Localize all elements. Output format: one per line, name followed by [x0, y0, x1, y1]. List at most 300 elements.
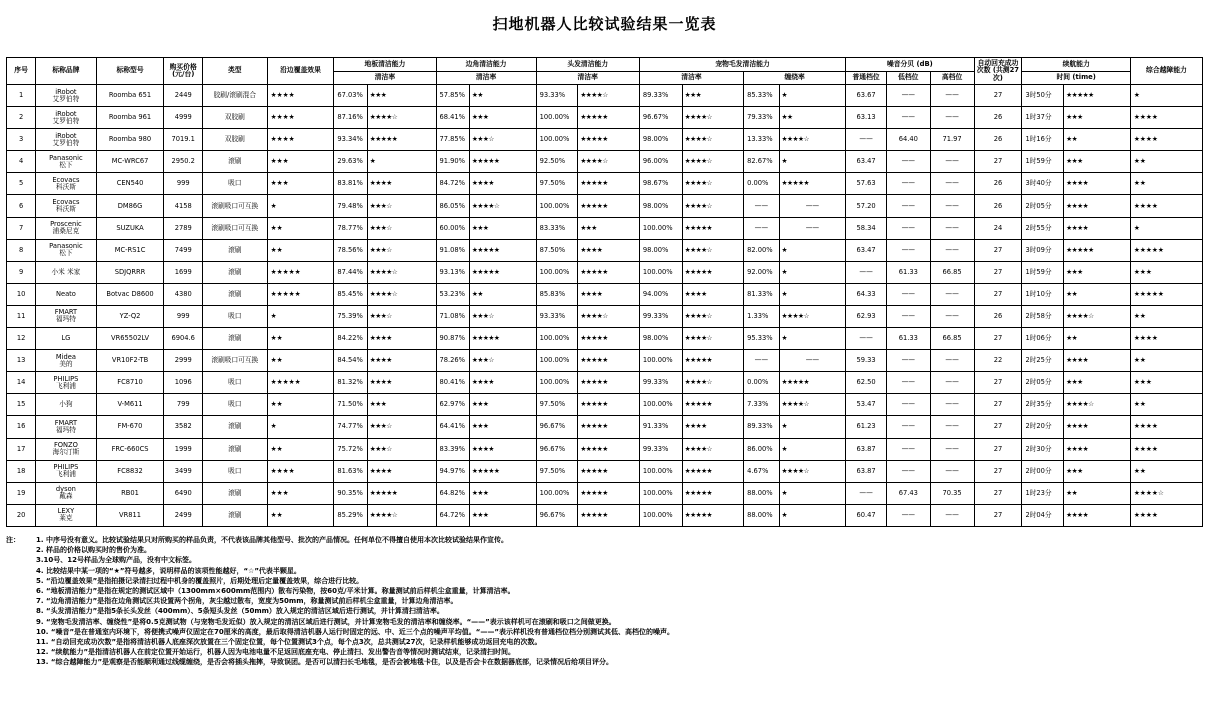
cell-corner-star: ★★★★★ [469, 151, 536, 173]
cell-low: —— [886, 350, 930, 372]
cell-edge: ★★ [267, 217, 334, 239]
cell-time-star: ★★★★ [1064, 350, 1131, 372]
cell-time: 1时23分 [1022, 482, 1064, 504]
header-price: 购买价格 (元/台) [164, 58, 203, 85]
cell-floor-star: ★★★★ [367, 173, 436, 195]
cell-model: MC-WRC67 [96, 151, 164, 173]
cell-time-star: ★★★★★ [1064, 239, 1131, 261]
cell-hair-rate: 97.50% [536, 460, 578, 482]
cell-model: CEN540 [96, 173, 164, 195]
cell-low: —— [886, 107, 930, 129]
cell-obstacle: ★ [1130, 217, 1202, 239]
cell-edge: ★★★★ [267, 107, 334, 129]
cell-edge: ★★★ [267, 173, 334, 195]
cell-hair-star: ★★★★★ [578, 482, 640, 504]
cell-corner-rate: 64.82% [436, 482, 469, 504]
table-row [7, 482, 1203, 504]
cell-recharge: 27 [974, 438, 1022, 460]
cell-time-star: ★★ [1064, 129, 1131, 151]
cell-type: 滚刷 [203, 283, 268, 305]
cell-tangle-star: ★ [779, 504, 846, 526]
table-row [7, 261, 1203, 283]
cell-corner-rate: 64.41% [436, 416, 469, 438]
cell-normal: 63.47 [846, 151, 887, 173]
cell-tangle-rate: 0.00% [744, 372, 779, 394]
note-item: 5. “沿边覆盖效果”是指拍摄记录清扫过程中机身的覆盖照片，后期处理后定量覆盖效果，综合进行比较。 [36, 576, 364, 585]
cell-brand: FONZO 海尔汀斯 [36, 438, 96, 460]
cell-tangle-rate: 0.00% [744, 173, 779, 195]
cell-edge: ★ [267, 195, 334, 217]
cell-price: 3582 [164, 416, 203, 438]
cell-time-star: ★★★★ [1064, 173, 1131, 195]
cell-brand: iRobot 艾罗伯特 [36, 107, 96, 129]
cell-hair-star: ★★★★★ [578, 195, 640, 217]
cell-price: 999 [164, 305, 203, 327]
cell-normal: —— [846, 482, 887, 504]
cell-obstacle: ★★★★ [1130, 107, 1202, 129]
cell-floor-star: ★★★★☆ [367, 283, 436, 305]
cell-corner-star: ★★★★ [469, 372, 536, 394]
cell-model: Roomba 980 [96, 129, 164, 151]
cell-tangle-star: ★ [779, 239, 846, 261]
cell-time: 2时35分 [1022, 394, 1064, 416]
table-row [7, 305, 1203, 327]
cell-high: —— [930, 305, 974, 327]
cell-recharge: 27 [974, 394, 1022, 416]
cell-edge: ★★ [267, 394, 334, 416]
cell-time-star: ★★★★☆ [1064, 394, 1131, 416]
cell-price: 6490 [164, 482, 203, 504]
cell-tangle-rate: 85.33% [744, 85, 779, 107]
cell-model: SUZUKA [96, 217, 164, 239]
cell-type: 滚刷吸口可互换 [203, 217, 268, 239]
cell-low: 64.40 [886, 129, 930, 151]
header-endurance: 续航能力 [1022, 58, 1130, 72]
cell-price: 6904.6 [164, 328, 203, 350]
cell-time: 2时20分 [1022, 416, 1064, 438]
cell-floor-rate: 81.63% [334, 460, 367, 482]
cell-edge: ★★★★★ [267, 372, 334, 394]
cell-time: 2时00分 [1022, 460, 1064, 482]
cell-brand: Proscenic 浦桑尼克 [36, 217, 96, 239]
note-item: 7. “边角清洁能力”是指在边角测试区共设置两个拐角，灰尘越过散布，宽度为50mm，称量测试前后样机尘盒重量，计算边角清洁率。 [36, 597, 458, 606]
cell-time-star: ★★ [1064, 482, 1131, 504]
cell-corner-star: ★★★☆ [469, 129, 536, 151]
cell-model: RB01 [96, 482, 164, 504]
cell-obstacle: ★★ [1130, 460, 1202, 482]
cell-obstacle: ★★ [1130, 305, 1202, 327]
cell-hair-rate: 93.33% [536, 85, 578, 107]
cell-time-star: ★★★★ [1064, 195, 1131, 217]
cell-floor-star: ★★★★☆ [367, 504, 436, 526]
cell-no: 5 [7, 173, 36, 195]
cell-pet-star: ★★★★ [682, 416, 744, 438]
subheader-floor-rate: 清洁率 [334, 72, 436, 85]
results-table [6, 57, 1203, 527]
cell-tangle-star: ★ [779, 283, 846, 305]
note-item: 3.10号、12号样品为全球购产品，没有中文标签。 [36, 556, 197, 565]
cell-tangle-rate: 88.00% [744, 482, 779, 504]
cell-pet-rate: 100.00% [639, 394, 682, 416]
cell-obstacle: ★★★★★ [1130, 283, 1202, 305]
cell-recharge: 27 [974, 328, 1022, 350]
cell-type: 吸口 [203, 460, 268, 482]
cell-brand: PHILIPS 飞利浦 [36, 460, 96, 482]
cell-pet-rate: 89.33% [639, 85, 682, 107]
cell-high: —— [930, 107, 974, 129]
cell-corner-rate: 68.41% [436, 107, 469, 129]
cell-pet-rate: 100.00% [639, 217, 682, 239]
header-pet: 宠物毛发清洁能力 [639, 58, 845, 72]
cell-tangle-rate: —— [744, 350, 779, 372]
cell-high: —— [930, 438, 974, 460]
cell-normal: —— [846, 261, 887, 283]
cell-corner-rate: 57.85% [436, 85, 469, 107]
cell-type: 双胶刷 [203, 129, 268, 151]
cell-recharge: 27 [974, 416, 1022, 438]
cell-tangle-star: ★ [779, 438, 846, 460]
table-row [7, 129, 1203, 151]
cell-no: 6 [7, 195, 36, 217]
cell-floor-rate: 85.45% [334, 283, 367, 305]
cell-hair-rate: 100.00% [536, 372, 578, 394]
note-item: 1. 中序号没有意义。比较试验结果只对所购买的样品负责，不代表该品牌其他型号、批次的产品情况。任何单位不得擅自使用本次比较试验结果作宣传。 [36, 536, 508, 544]
cell-time-star: ★★★★ [1064, 504, 1131, 526]
cell-recharge: 27 [974, 151, 1022, 173]
cell-low: —— [886, 195, 930, 217]
cell-high: —— [930, 195, 974, 217]
cell-model: Botvac D8600 [96, 283, 164, 305]
cell-pet-star: ★★★★☆ [682, 239, 744, 261]
cell-price: 1999 [164, 438, 203, 460]
cell-price: 999 [164, 173, 203, 195]
cell-edge: ★★★★ [267, 129, 334, 151]
cell-floor-star: ★★★ [367, 394, 436, 416]
cell-brand: FMART 福玛特 [36, 305, 96, 327]
cell-hair-star: ★★★★ [578, 283, 640, 305]
cell-time: 2时55分 [1022, 217, 1064, 239]
cell-tangle-rate: 88.00% [744, 504, 779, 526]
cell-time: 2时04分 [1022, 504, 1064, 526]
cell-hair-rate: 96.67% [536, 504, 578, 526]
cell-time: 1时10分 [1022, 283, 1064, 305]
cell-no: 13 [7, 350, 36, 372]
cell-brand: Ecovacs 科沃斯 [36, 173, 96, 195]
cell-tangle-star: ★★★★☆ [779, 129, 846, 151]
cell-high: 66.85 [930, 261, 974, 283]
cell-low: —— [886, 460, 930, 482]
cell-tangle-rate: 82.67% [744, 151, 779, 173]
note-item: 8. “头发清洁能力”是指5条长头发丝（400mm）、5条短头发丝（50mm）放入规定的清洁区域后进行测试，并计算清扫清洁率。 [36, 607, 444, 616]
cell-floor-rate: 93.34% [334, 129, 367, 151]
table-row [7, 504, 1203, 526]
cell-model: VR10F2-TB [96, 350, 164, 372]
cell-low: —— [886, 305, 930, 327]
cell-model: FC8832 [96, 460, 164, 482]
cell-floor-rate: 84.22% [334, 328, 367, 350]
cell-pet-rate: 98.00% [639, 195, 682, 217]
cell-floor-rate: 87.16% [334, 107, 367, 129]
cell-time: 2时05分 [1022, 372, 1064, 394]
cell-pet-rate: 100.00% [639, 261, 682, 283]
header-noise: 噪音分贝 (dB) [846, 58, 974, 72]
cell-time-star: ★★★★ [1064, 438, 1131, 460]
cell-corner-rate: 77.85% [436, 129, 469, 151]
cell-hair-rate: 100.00% [536, 261, 578, 283]
cell-obstacle: ★★★★ [1130, 195, 1202, 217]
cell-price: 4999 [164, 107, 203, 129]
cell-pet-rate: 98.00% [639, 239, 682, 261]
cell-floor-rate: 84.54% [334, 350, 367, 372]
cell-floor-rate: 78.56% [334, 239, 367, 261]
page-title: 扫地机器人比较试验结果一览表 [492, 15, 717, 33]
cell-floor-rate: 83.81% [334, 173, 367, 195]
cell-edge: ★★★ [267, 482, 334, 504]
cell-pet-star: ★★★★☆ [682, 438, 744, 460]
cell-pet-rate: 96.00% [639, 151, 682, 173]
cell-brand: LEXY 莱克 [36, 504, 96, 526]
cell-low: 61.33 [886, 261, 930, 283]
cell-obstacle: ★★★★ [1130, 438, 1202, 460]
cell-edge: ★★ [267, 328, 334, 350]
note-item: 2. 样品的价格以购买时的售价为准。 [36, 546, 151, 555]
cell-corner-star: ★★★★ [469, 438, 536, 460]
cell-floor-rate: 75.72% [334, 438, 367, 460]
cell-no: 17 [7, 438, 36, 460]
cell-tangle-star: ★★★★☆ [779, 305, 846, 327]
subheader-hair-rate: 清洁率 [536, 72, 639, 85]
cell-normal: 63.13 [846, 107, 887, 129]
cell-no: 10 [7, 283, 36, 305]
cell-tangle-star: ★ [779, 416, 846, 438]
cell-obstacle: ★★★★ [1130, 504, 1202, 526]
cell-time-star: ★★★ [1064, 460, 1131, 482]
cell-no: 11 [7, 305, 36, 327]
cell-hair-star: ★★★★★ [578, 504, 640, 526]
cell-floor-star: ★★★ [367, 85, 436, 107]
cell-type: 滚刷 [203, 416, 268, 438]
cell-floor-star: ★★★☆ [367, 438, 436, 460]
cell-high: —— [930, 217, 974, 239]
cell-hair-star: ★★★★★ [578, 416, 640, 438]
cell-corner-rate: 64.72% [436, 504, 469, 526]
cell-floor-star: ★★★★★ [367, 482, 436, 504]
cell-hair-star: ★★★★★ [578, 173, 640, 195]
cell-recharge: 27 [974, 261, 1022, 283]
cell-type: 滚刷 [203, 151, 268, 173]
cell-model: V-M611 [96, 394, 164, 416]
cell-floor-rate: 67.03% [334, 85, 367, 107]
cell-obstacle: ★★ [1130, 394, 1202, 416]
cell-price: 2999 [164, 350, 203, 372]
cell-tangle-rate: 95.33% [744, 328, 779, 350]
cell-brand: Ecovacs 科沃斯 [36, 195, 96, 217]
cell-pet-star: ★★★★★ [682, 482, 744, 504]
cell-pet-rate: 100.00% [639, 504, 682, 526]
cell-corner-rate: 78.26% [436, 350, 469, 372]
cell-edge: ★★★★ [267, 85, 334, 107]
cell-high: —— [930, 350, 974, 372]
cell-price: 799 [164, 394, 203, 416]
cell-low: —— [886, 217, 930, 239]
cell-recharge: 26 [974, 173, 1022, 195]
cell-tangle-star: ★★ [779, 107, 846, 129]
cell-low: —— [886, 416, 930, 438]
cell-pet-rate: 94.00% [639, 283, 682, 305]
note-item: 9. “宠物毛发清洁率、缠绕性”是将0.5克测试物（与宠物毛发近似）放入规定的清洁区域后进行测试，并计算宠物毛发的清洁率和缠绕率。“——”表示该样机可在滚刷和吸口之间做更换。 [36, 617, 616, 626]
cell-no: 14 [7, 372, 36, 394]
cell-recharge: 27 [974, 460, 1022, 482]
cell-low: 61.33 [886, 328, 930, 350]
cell-low: —— [886, 504, 930, 526]
cell-corner-star: ★★★☆ [469, 350, 536, 372]
cell-pet-rate: 96.67% [639, 107, 682, 129]
cell-no: 2 [7, 107, 36, 129]
cell-no: 7 [7, 217, 36, 239]
cell-tangle-rate: 81.33% [744, 283, 779, 305]
cell-price: 2789 [164, 217, 203, 239]
note-item: 12. “续航能力”是指清洁机器人在前定位置开始运行，机器人因为电池电量不足返回底座充电、停止清扫、发出警告音等情况时测试结束，记录清扫时间。 [36, 648, 516, 657]
cell-tangle-star: ★★★★★ [779, 173, 846, 195]
cell-type: 胶刷/滚刷混合 [203, 85, 268, 107]
cell-price: 2449 [164, 85, 203, 107]
cell-corner-rate: 84.72% [436, 173, 469, 195]
cell-tangle-rate: 92.00% [744, 261, 779, 283]
cell-tangle-star: ★ [779, 328, 846, 350]
cell-edge: ★★ [267, 350, 334, 372]
cell-tangle-rate: 86.00% [744, 438, 779, 460]
cell-recharge: 27 [974, 504, 1022, 526]
cell-floor-rate: 90.35% [334, 482, 367, 504]
cell-floor-star: ★★★☆ [367, 217, 436, 239]
cell-normal: 59.33 [846, 350, 887, 372]
cell-recharge: 27 [974, 239, 1022, 261]
cell-floor-star: ★★★★☆ [367, 261, 436, 283]
cell-high: —— [930, 239, 974, 261]
cell-normal: 61.23 [846, 416, 887, 438]
cell-type: 吸口 [203, 305, 268, 327]
cell-floor-star: ★★★★★ [367, 129, 436, 151]
cell-hair-star: ★★★★★ [578, 129, 640, 151]
cell-recharge: 26 [974, 129, 1022, 151]
cell-time: 3时09分 [1022, 239, 1064, 261]
cell-price: 1096 [164, 372, 203, 394]
cell-normal: 57.20 [846, 195, 887, 217]
subheader-high: 高档位 [930, 72, 974, 85]
cell-pet-rate: 98.00% [639, 328, 682, 350]
cell-pet-rate: 98.67% [639, 173, 682, 195]
cell-no: 16 [7, 416, 36, 438]
cell-pet-rate: 99.33% [639, 372, 682, 394]
cell-pet-star: ★★★★☆ [682, 107, 744, 129]
table-row [7, 195, 1203, 217]
note-item: 13. “综合越障能力”是观察是否能顺利通过线缆缠绕，是否会将插头拖摔，导致误团。是否可以清扫长毛地毯，是否会被地毯卡住，以及是否会卡在数据器底部，记录情况后给项目评分。 [36, 658, 614, 667]
cell-hair-rate: 97.50% [536, 394, 578, 416]
cell-corner-star: ★★★☆ [469, 305, 536, 327]
cell-pet-star: ★★★★☆ [682, 195, 744, 217]
cell-hair-star: ★★★★★ [578, 394, 640, 416]
subheader-tangle-rate: 缠绕率 [744, 72, 846, 85]
note-item: 4. 比较结果中某一项的“★”符号越多，说明样品的该项性能越好，“☆”代表半颗星。 [36, 566, 301, 575]
cell-brand: dyson 戴森 [36, 482, 96, 504]
cell-time: 1时59分 [1022, 151, 1064, 173]
cell-recharge: 27 [974, 283, 1022, 305]
cell-time-star: ★★★★★ [1064, 85, 1131, 107]
cell-time: 1时06分 [1022, 328, 1064, 350]
cell-corner-rate: 94.97% [436, 460, 469, 482]
note-item: 6. “地板清洁能力”是指在规定的测试区域中（1300mm×600mm范围内）散布污染物，按60克/平米计算。称量测试前后样机尘盒重量，计算清洁率。 [36, 587, 515, 596]
cell-tangle-star: —— [779, 350, 846, 372]
cell-recharge: 26 [974, 107, 1022, 129]
cell-corner-rate: 62.97% [436, 394, 469, 416]
cell-brand: PHILIPS 飞利浦 [36, 372, 96, 394]
cell-high: —— [930, 151, 974, 173]
cell-recharge: 27 [974, 482, 1022, 504]
cell-hair-rate: 96.67% [536, 416, 578, 438]
cell-obstacle: ★★★★ [1130, 129, 1202, 151]
cell-brand: Panasonic 松下 [36, 151, 96, 173]
cell-normal: 63.87 [846, 460, 887, 482]
cell-hair-rate: 93.33% [536, 305, 578, 327]
subheader-time: 时间 (time) [1022, 72, 1130, 85]
cell-low: —— [886, 173, 930, 195]
cell-time: 2时30分 [1022, 438, 1064, 460]
cell-price: 1699 [164, 261, 203, 283]
cell-hair-star: ★★★★★ [578, 460, 640, 482]
cell-pet-rate: 100.00% [639, 460, 682, 482]
cell-tangle-star: ★ [779, 482, 846, 504]
cell-time: 2时05分 [1022, 195, 1064, 217]
cell-pet-star: ★★★ [682, 85, 744, 107]
cell-pet-star: ★★★★☆ [682, 151, 744, 173]
table-row [7, 283, 1203, 305]
cell-high: —— [930, 283, 974, 305]
cell-hair-rate: 87.50% [536, 239, 578, 261]
cell-brand: iRobot 艾罗伯特 [36, 85, 96, 107]
cell-time-star: ★★★★ [1064, 217, 1131, 239]
cell-normal: 62.93 [846, 305, 887, 327]
cell-obstacle: ★★★★ [1130, 328, 1202, 350]
cell-corner-rate: 53.23% [436, 283, 469, 305]
cell-no: 18 [7, 460, 36, 482]
cell-hair-star: ★★★★★ [578, 438, 640, 460]
cell-edge: ★★★ [267, 151, 334, 173]
cell-no: 1 [7, 85, 36, 107]
header-recharge: 自动回充成功次数 (共测27次) [974, 58, 1022, 85]
cell-time: 3时50分 [1022, 85, 1064, 107]
cell-low: —— [886, 438, 930, 460]
table-row [7, 151, 1203, 173]
cell-brand: iRobot 艾罗伯特 [36, 129, 96, 151]
cell-brand: Neato [36, 283, 96, 305]
cell-high: 66.85 [930, 328, 974, 350]
cell-floor-rate: 81.32% [334, 372, 367, 394]
cell-floor-star: ★★★★☆ [367, 107, 436, 129]
cell-corner-star: ★★★★★ [469, 328, 536, 350]
cell-tangle-star: ★ [779, 151, 846, 173]
cell-floor-star: ★ [367, 151, 436, 173]
notes-list [6, 535, 1203, 668]
cell-model: MC-RS1C [96, 239, 164, 261]
cell-hair-star: ★★★★ [578, 239, 640, 261]
cell-model: YZ-Q2 [96, 305, 164, 327]
cell-price: 2950.2 [164, 151, 203, 173]
cell-tangle-rate: 79.33% [744, 107, 779, 129]
cell-obstacle: ★★ [1130, 151, 1202, 173]
cell-time-star: ★★ [1064, 283, 1131, 305]
cell-low: —— [886, 372, 930, 394]
cell-type: 滚刷 [203, 438, 268, 460]
